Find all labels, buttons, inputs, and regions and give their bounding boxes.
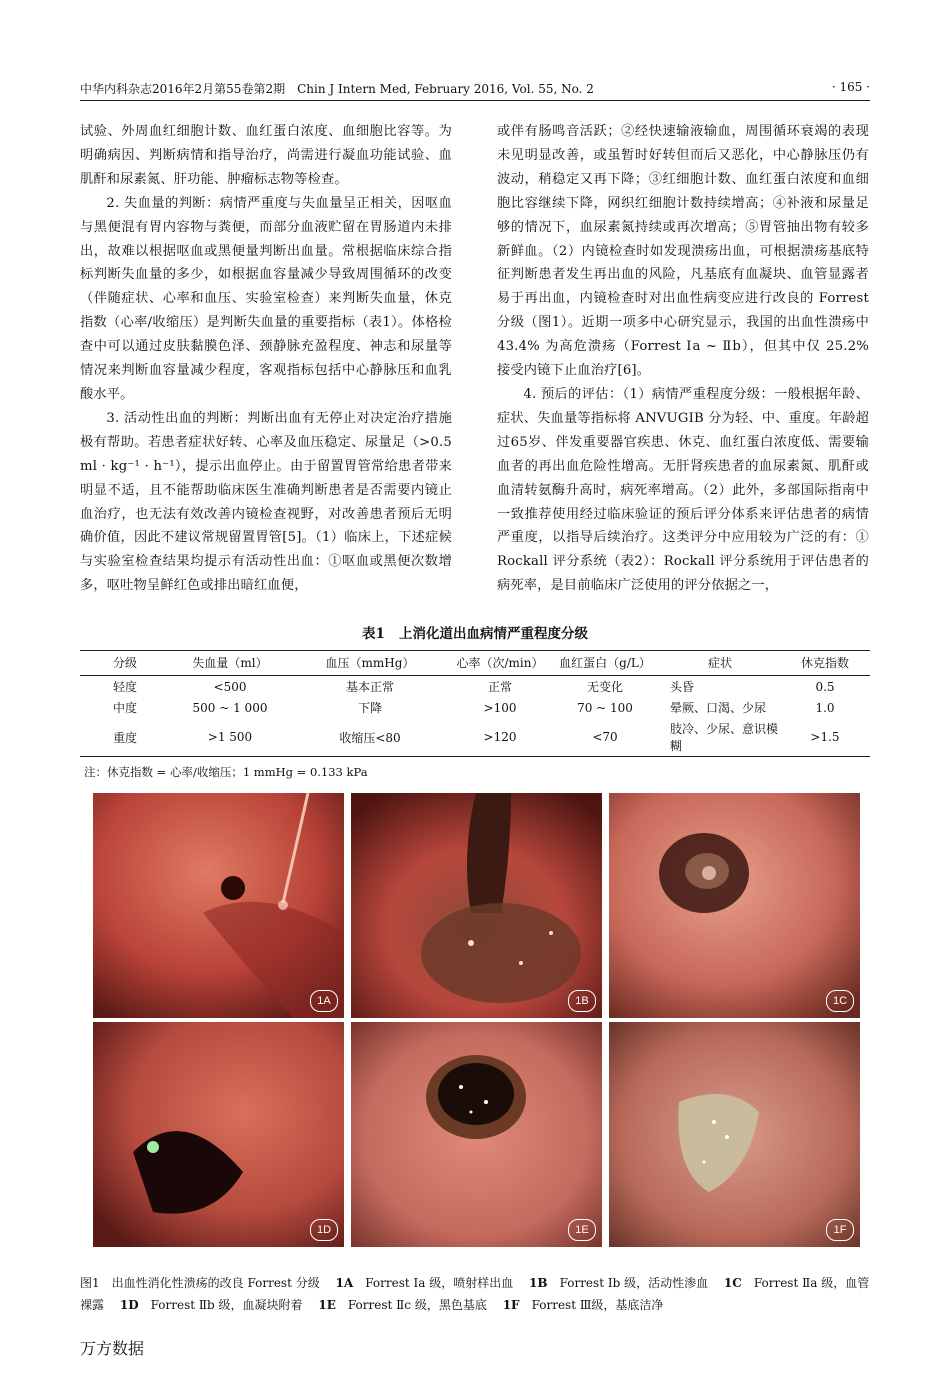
caption-key: 1F bbox=[502, 1298, 520, 1312]
table-cell: 500 ~ 1 000 bbox=[192, 700, 268, 715]
caption-key: 1D bbox=[119, 1298, 139, 1312]
header-label: 血红蛋白（g/L） bbox=[559, 656, 651, 670]
right-column bbox=[497, 120, 869, 598]
table-cell: 头昏 bbox=[670, 680, 695, 694]
table-number: 表1 bbox=[362, 626, 385, 642]
page-number: · 165 · bbox=[831, 80, 870, 94]
column-header bbox=[290, 651, 450, 676]
panel-label: 1A bbox=[310, 990, 338, 1012]
panel-label: 1B bbox=[568, 990, 596, 1012]
caption-text: Forrest Ⅱc 级，黑色基底 bbox=[347, 1298, 487, 1312]
table-cell: 收缩压<80 bbox=[290, 718, 450, 757]
severity-table bbox=[80, 650, 870, 757]
column-header: 分级 bbox=[80, 651, 170, 676]
panel-label: 1D bbox=[310, 1219, 338, 1241]
header-label: 心率（次/min） bbox=[456, 656, 544, 670]
column-header: 休克指数 bbox=[780, 651, 870, 676]
panel-label: 1C bbox=[826, 990, 854, 1012]
table-cell: >1.5 bbox=[780, 718, 870, 757]
table-caption bbox=[0, 622, 950, 642]
caption-key: 1B bbox=[529, 1276, 548, 1290]
paragraph: 3. 活动性出血的判断：判断出血有无停止对决定治疗措施极有帮助。若患者症状好转、心率及血压稳定、尿量足（>0.5 ml · kg⁻¹ · h⁻¹），提示出血停止。由于留置胃管常给患者带来明显不适，且不能帮助临床医生准确判断患者是否需要内镜止血治疗，也无法有效改善内镜检查视野，对改善患者预后无明确价值，因此不建议常规留置胃管[5]。（1）临床上，下述症候与实验室检查结果均提示有活动性出血：①呕血或黑便次数增多，呕吐物呈鲜红色或排出暗红血便， bbox=[80, 410, 452, 594]
figure-caption bbox=[80, 1272, 880, 1316]
panel-label: 1F bbox=[826, 1219, 854, 1241]
table-row bbox=[80, 718, 870, 757]
table-header-row bbox=[80, 651, 870, 676]
header-label: 血压（mmHg） bbox=[325, 656, 415, 670]
table-cell: 基本正常 bbox=[345, 680, 394, 694]
column-header: 症状 bbox=[660, 651, 780, 676]
paragraph: 4. 预后的评估：（1）病情严重程度分级：一般根据年龄、症状、失血量等指标将 ANVUGIB 分为轻、中、重度。年龄超过65岁、伴发重要器官疾患、休克、血红蛋白浓度低、需要输血者的再出血危险性增高。无肝肾疾患者的血尿素氮、肌酐或血清转氨酶升高时，病死率增高。（2）此外，多部国际指南中一致推荐使用经过临床验证的预后评分体系来评估患者的病情严重度，以指导后续治疗。这类评分中应用较为广泛的有：① Rockall 评分系统（表2）：Rockall 评分系统用于评估患者的病死率，是目前临床广泛使用的评分依据之一， bbox=[497, 386, 869, 594]
endoscopy-photo-1c bbox=[609, 793, 860, 1018]
endoscopy-photo-1b bbox=[351, 793, 602, 1018]
caption-key: 1A bbox=[335, 1276, 354, 1290]
table-cell: 1.0 bbox=[815, 700, 835, 715]
table-cell: 晕厥、口渴、少尿 bbox=[670, 701, 767, 715]
column-header bbox=[450, 651, 550, 676]
paragraph: 2. 失血量的判断：病情严重度与失血量呈正相关，因呕血与黑便混有胃内容物与粪便，而部分血液贮留在胃肠道内未排出，故难以根据呕血或黑便量判断出血量。常根据临床综合指标判断失血量的多少，如根据血容量减少导致周围循环的改变（伴随症状、心率和血压、实验室检查）来判断失血量，休克指数（心率/收缩压）是判断失血量的重要指标（表1）。体格检查中可以通过皮肤黏膜色泽、颈静脉充盈程度、神志和尿量等情况来判断血容量减少程度，客观指标包括中心静脉压和血乳酸水平。 bbox=[80, 195, 452, 402]
running-header bbox=[80, 80, 870, 101]
caption-text: Forrest Ⅱa 级，血管裸露 bbox=[80, 1276, 870, 1312]
endoscopy-photo-1d bbox=[93, 1022, 344, 1247]
table-note: 注：休克指数 = 心率/收缩压；1 mmHg = 0.133 kPa bbox=[84, 765, 368, 779]
panel-label: 1E bbox=[568, 1219, 596, 1241]
table-cell: >100 bbox=[483, 700, 517, 715]
left-column bbox=[80, 120, 452, 598]
caption-text: Forrest Ⅰb 级，活动性渗血 bbox=[559, 1276, 709, 1290]
table-cell: <70 bbox=[550, 718, 660, 757]
table-cell: >120 bbox=[450, 718, 550, 757]
table-row bbox=[80, 697, 870, 718]
table-cell: 中度 bbox=[112, 701, 137, 715]
table-cell: <500 bbox=[213, 679, 247, 694]
table-cell: 肢冷、少尿、意识模糊 bbox=[660, 718, 780, 757]
column-header bbox=[170, 651, 290, 676]
table-cell: 0.5 bbox=[815, 679, 835, 694]
source-watermark: 万方数据 bbox=[80, 1339, 145, 1358]
paragraph: 试验、外周血红细胞计数、血红蛋白浓度、血细胞比容等。为明确病因、判断病情和指导治疗，尚需进行凝血功能试验、血肌酐和尿素氮、肝功能、肿瘤标志物等检查。 bbox=[80, 124, 452, 187]
endoscopy-photo-1f bbox=[609, 1022, 860, 1247]
journal-citation: 中华内科杂志2016年2月第55卷第2期 Chin J Intern Med, February 2016, Vol. 55, No. 2 bbox=[80, 82, 594, 96]
caption-key: 1C bbox=[723, 1276, 742, 1290]
endoscopy-photo-1e bbox=[351, 1022, 602, 1247]
table-cell: 下降 bbox=[357, 701, 382, 715]
caption-text: Forrest Ⅱb 级，血凝块附着 bbox=[150, 1298, 303, 1312]
caption-key: 1E bbox=[318, 1298, 336, 1312]
table-cell: >1 500 bbox=[170, 718, 290, 757]
paragraph: 或伴有肠鸣音活跃；②经快速输液输血，周围循环衰竭的表现未见明显改善，或虽暂时好转但而后又恶化，中心静脉压仍有波动，稍稳定又再下降；③红细胞计数、血红蛋白浓度和血细胞比容继续下降，网织红细胞计数持续增高；④补液和尿量足够的情况下，血尿素氮持续或再次增高；⑤胃管抽出物有较多新鲜血。（2）内镜检查时如发现溃疡出血，可根据溃疡基底特征判断患者发生再出血的风险，凡基底有血凝块、血管显露者易于再出血，内镜检查时对出血性病变应进行改良的 Forrest 分级（图1）。近期一项多中心研究显示，我国的出血性溃疡中 43.4% 为高危溃疡（Forrest Ⅰa ~ Ⅱb），但其中仅 25.2% 接受内镜下止血治疗[6]。 bbox=[497, 124, 869, 379]
table-title: 上消化道出血病情严重程度分级 bbox=[398, 626, 588, 642]
table-cell: 重度 bbox=[80, 718, 170, 757]
table-cell: 无变化 bbox=[586, 680, 623, 694]
table-cell: 正常 bbox=[487, 680, 512, 694]
table-cell: 70 ~ 100 bbox=[577, 700, 633, 715]
header-label: 失血量（ml） bbox=[192, 656, 268, 670]
table-cell: 轻度 bbox=[112, 680, 137, 694]
caption-text: Forrest Ⅲ级，基底洁净 bbox=[531, 1298, 664, 1312]
endoscopy-photo-1a bbox=[93, 793, 344, 1018]
column-header bbox=[550, 651, 660, 676]
table-row bbox=[80, 676, 870, 698]
caption-text: Forrest Ⅰa 级，喷射样出血 bbox=[365, 1276, 514, 1290]
figure-caption-lead: 图1 出血性消化性溃疡的改良 Forrest 分级 bbox=[80, 1276, 332, 1290]
